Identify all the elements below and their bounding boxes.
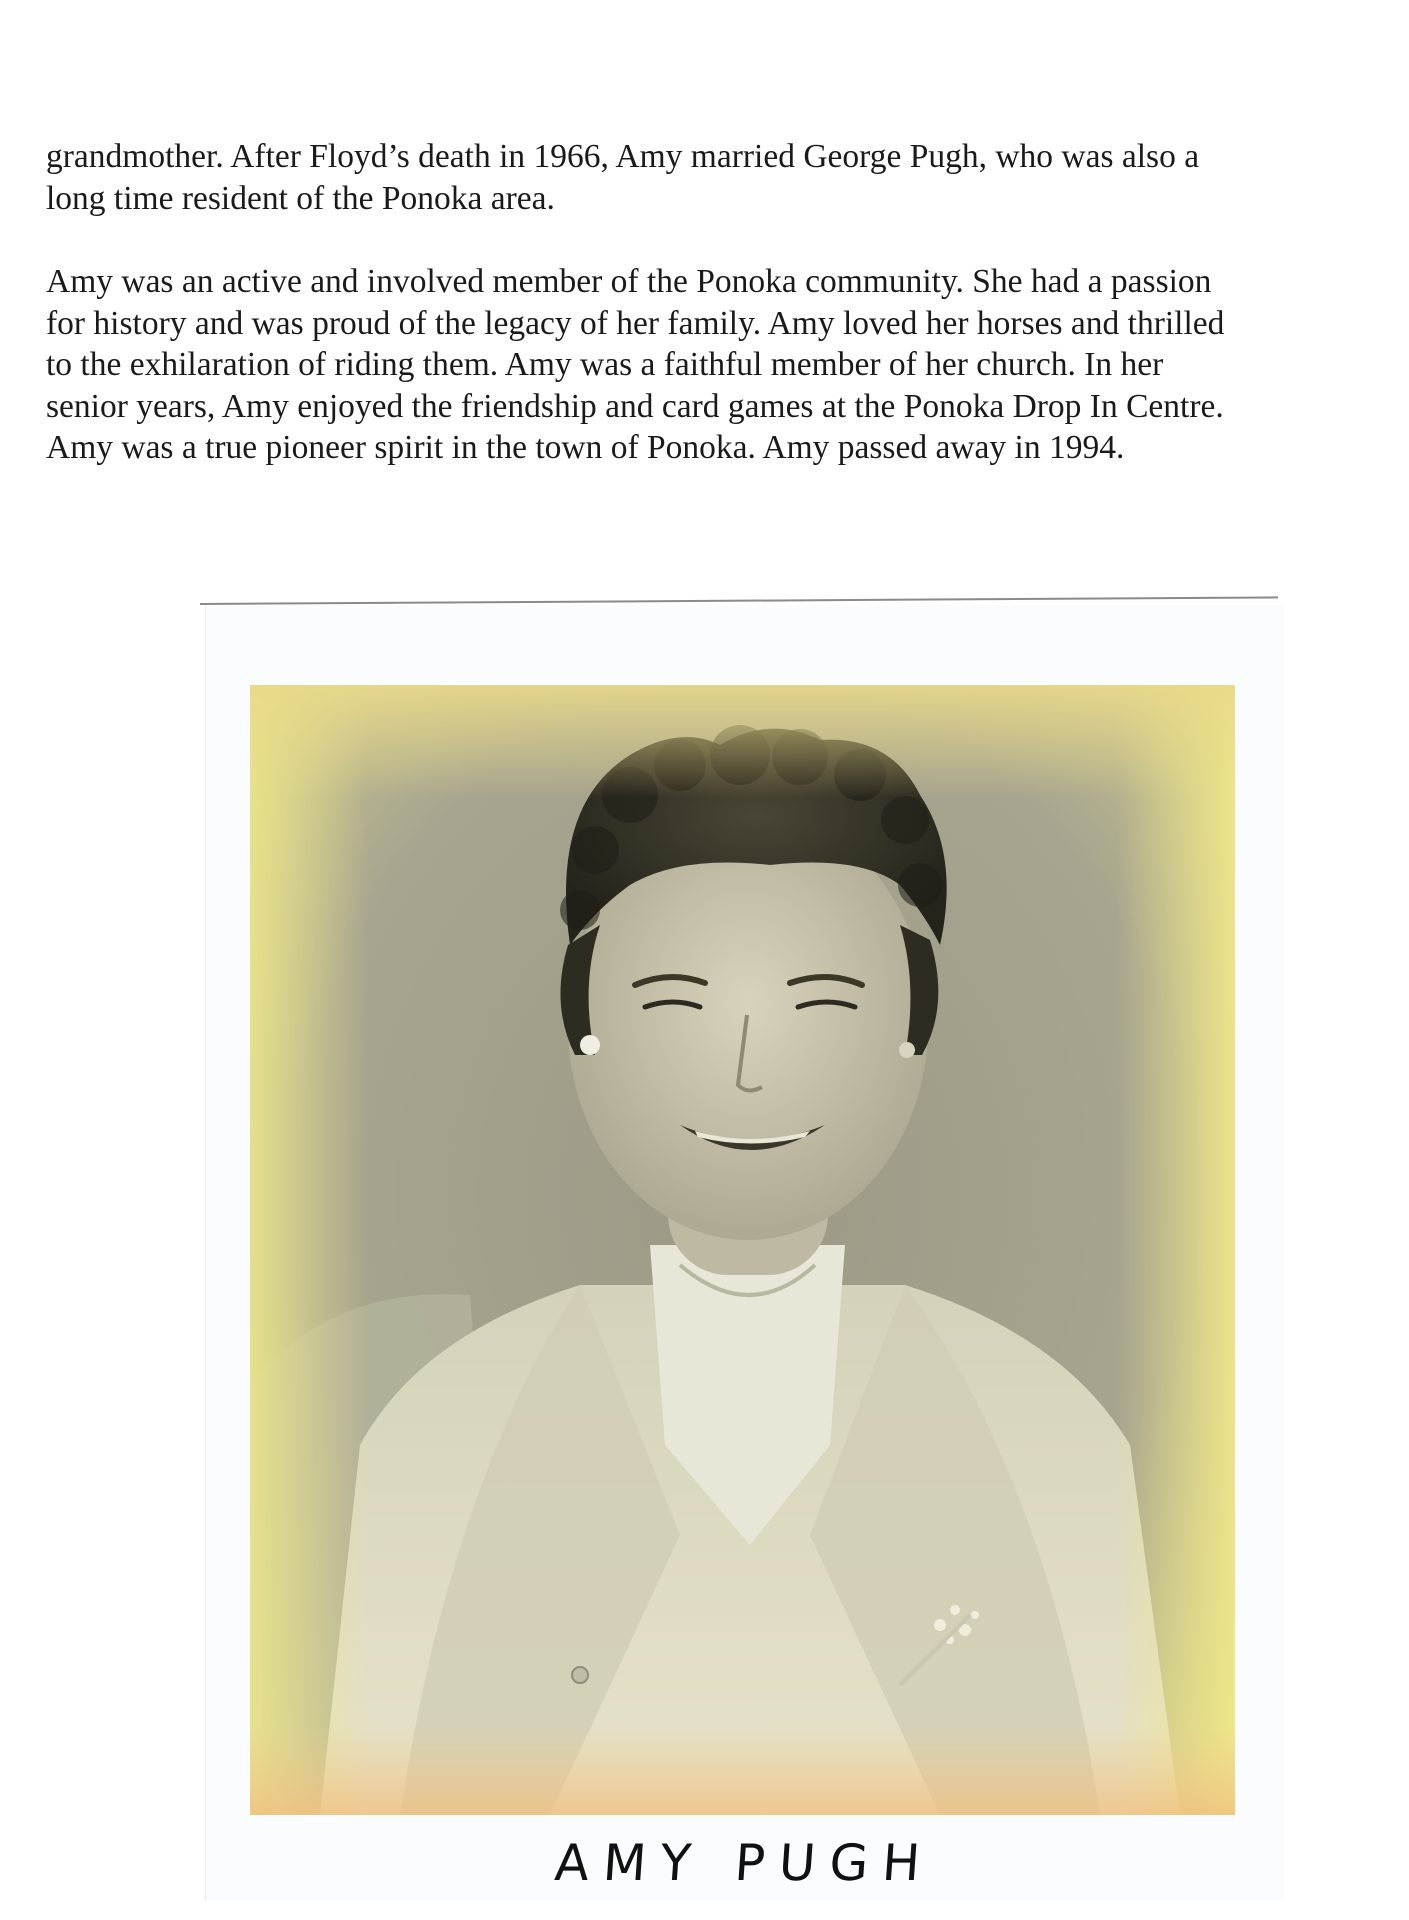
handwritten-name-caption: AMY PUGH	[552, 1834, 936, 1892]
body-text	[46, 136, 1386, 511]
photo-mount-top-edge	[200, 596, 1278, 605]
paragraph-1: grandmother. After Floyd’s death in 1966, Amy married George Pugh, who was also a long time resident of the Ponoka area.	[46, 138, 1200, 217]
portrait-photo-image	[250, 685, 1235, 1815]
portrait-photo	[250, 685, 1235, 1815]
paragraph-2: Amy was an active and involved member of the Ponoka community. She had a passion for history and was proud of the legacy of her family. Amy loved her horses and thrilled to the exhilaration of riding them. Amy was a faithful member of her church. In her senior years, Amy enjoyed the friendship and card games at the Ponoka Drop In Centre. Amy was a true pioneer spirit in the town of Ponoka. Amy passed away in 1994.	[46, 263, 1225, 466]
